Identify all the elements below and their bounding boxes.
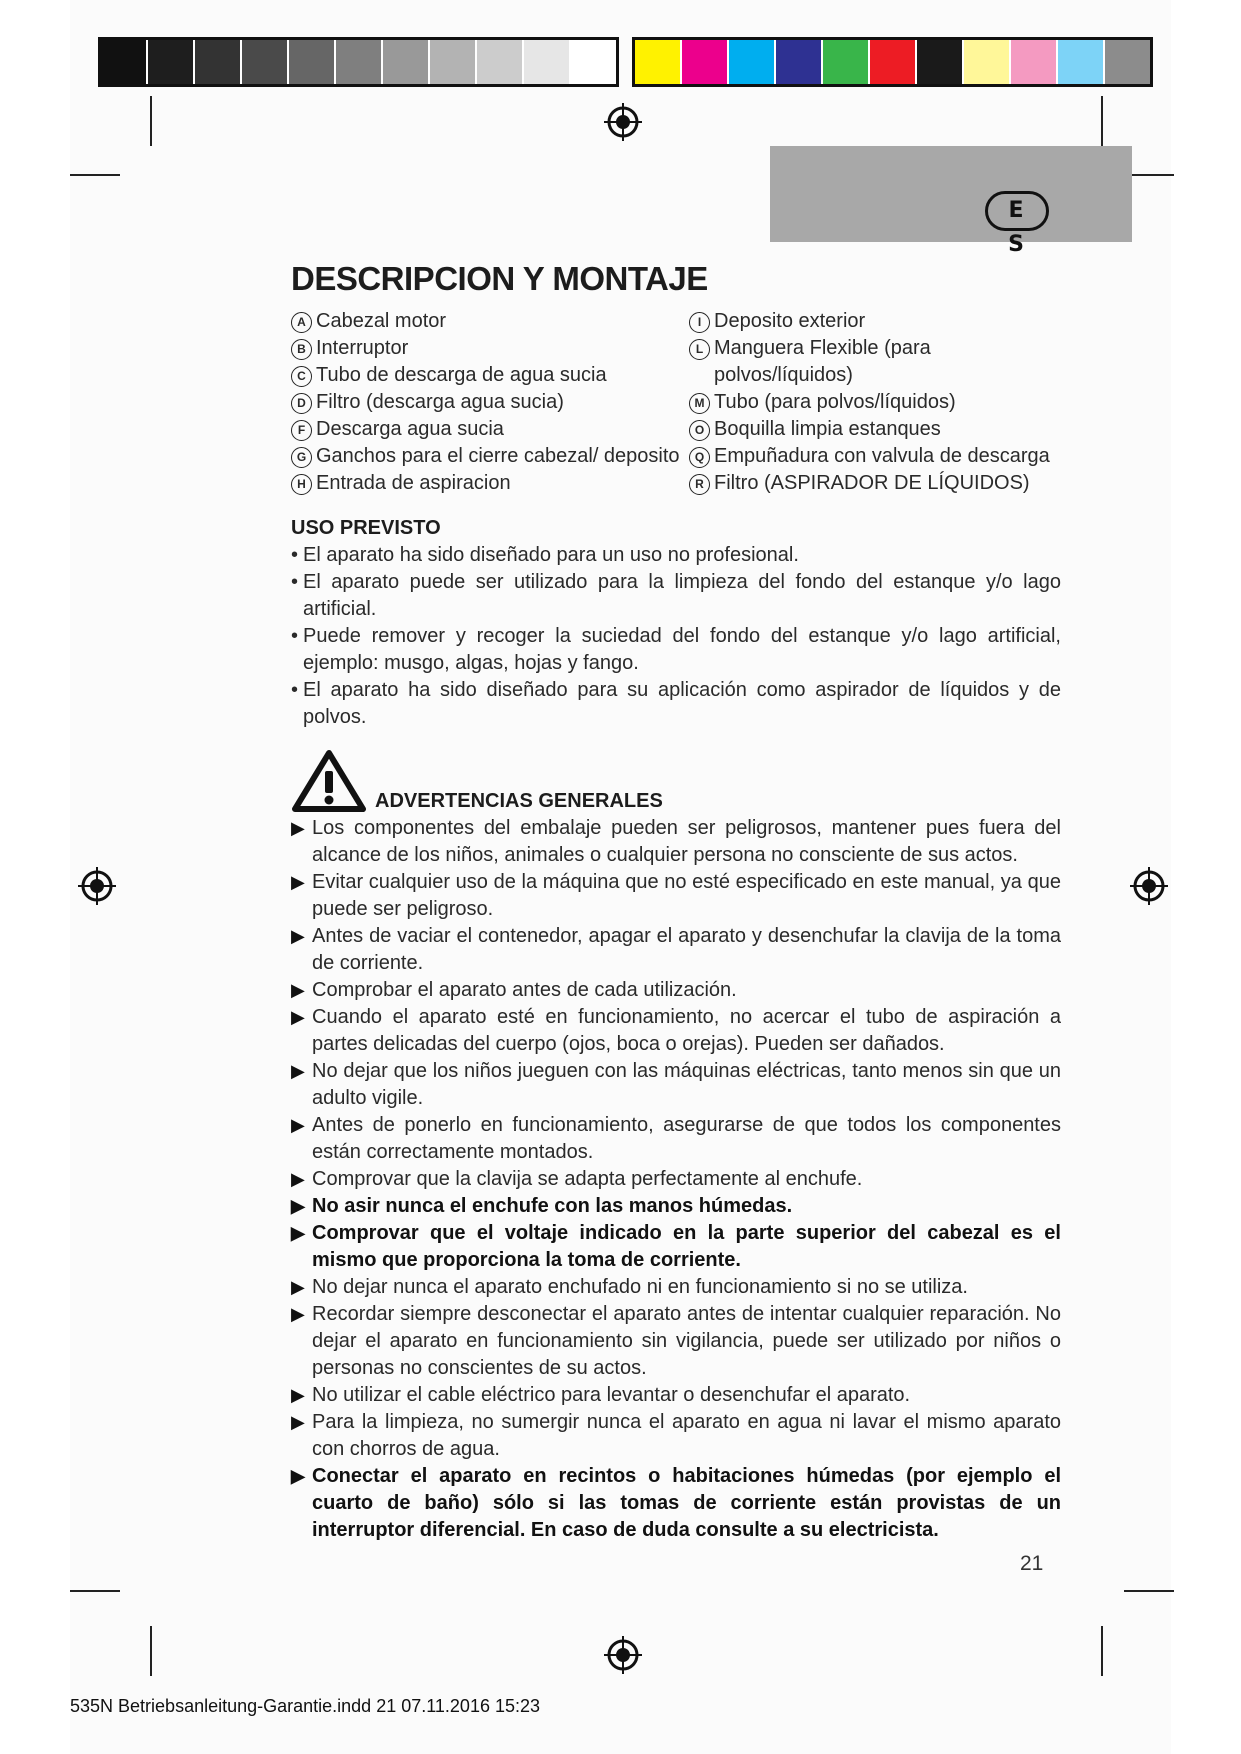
- part-item: [291, 308, 689, 335]
- crop-mark: [1124, 1590, 1174, 1592]
- part-item: [291, 443, 689, 470]
- warning-item-text: No utilizar el cable eléctrico para levantar o desenchufar el aparato.: [312, 1384, 911, 1406]
- part-letter-badge: B: [291, 339, 312, 360]
- warnings-header: [291, 749, 1061, 813]
- registration-mark-icon: [77, 866, 117, 906]
- part-letter-badge: I: [689, 312, 710, 333]
- uso-list: [291, 542, 1061, 731]
- uso-item-text: El aparato ha sido diseñado para un uso no profesional.: [303, 544, 799, 566]
- arrow-bullet-icon: ▶: [291, 926, 305, 946]
- color-swatch: [917, 40, 964, 84]
- part-label: Entrada de aspiracion: [316, 472, 511, 494]
- uso-item-text: Puede remover y recoger la suciedad del fondo del estanque y/o lago artificial, ejemplo: musgo, algas, hojas y fango.: [303, 625, 1061, 674]
- parts-list: [291, 308, 1061, 497]
- uso-heading: USO PREVISTO: [291, 517, 441, 539]
- part-letter-badge: F: [291, 420, 312, 441]
- warning-item-text: Cuando el aparato esté en funcionamiento, no acercar el tubo de aspiración a partes delicadas del cuerpo (ojos, boca o orejas). Pueden ser dañados.: [312, 1006, 1061, 1055]
- warnings-list: [291, 815, 1061, 1544]
- warning-item: [291, 1274, 1061, 1301]
- uso-item: [291, 569, 1061, 623]
- warning-item: [291, 1301, 1061, 1382]
- warning-triangle-icon: [291, 749, 367, 813]
- uso-item: [291, 542, 1061, 569]
- gray-swatch: [242, 40, 289, 84]
- warning-item-text: Evitar cualquier uso de la máquina que no esté especificado en este manual, ya que puede ser peligroso.: [312, 871, 1061, 920]
- part-letter-badge: C: [291, 366, 312, 387]
- crop-mark: [70, 1590, 120, 1592]
- arrow-bullet-icon: ▶: [291, 1169, 305, 1189]
- gray-swatch: [430, 40, 477, 84]
- color-swatch: [964, 40, 1011, 84]
- gray-swatch: [195, 40, 242, 84]
- grayscale-calibration-bar: [98, 37, 619, 87]
- warning-item: [291, 1193, 1061, 1220]
- part-item: [291, 416, 689, 443]
- parts-column-left: [291, 308, 689, 497]
- part-letter-badge: Q: [689, 447, 710, 468]
- color-swatch: [1105, 40, 1150, 84]
- registration-mark-icon: [1129, 866, 1169, 906]
- part-letter-badge: M: [689, 393, 710, 414]
- part-label: Filtro (ASPIRADOR DE LÍQUIDOS): [714, 472, 1030, 494]
- uso-item-text: El aparato puede ser utilizado para la limpieza del fondo del estanque y/o lago artificial.: [303, 571, 1061, 620]
- arrow-bullet-icon: ▶: [291, 1277, 305, 1297]
- crop-mark: [1101, 1626, 1103, 1676]
- part-item: [291, 362, 689, 389]
- warning-item-text: Antes de ponerlo en funcionamiento, asegurarse de que todos los componentes están correctamente montados.: [312, 1114, 1061, 1163]
- part-item: [689, 308, 1061, 335]
- part-letter-badge: D: [291, 393, 312, 414]
- warning-item-text: No dejar nunca el aparato enchufado ni en funcionamiento si no se utiliza.: [312, 1276, 968, 1298]
- part-label: Ganchos para el cierre cabezal/ deposito: [316, 445, 680, 467]
- page-number: 21: [1020, 1552, 1044, 1575]
- print-file-slug: 535N Betriebsanleitung-Garantie.indd 21 07.11.2016 15:23: [70, 1696, 541, 1716]
- part-letter-badge: A: [291, 312, 312, 333]
- warning-item: [291, 1409, 1061, 1463]
- part-letter-badge: H: [291, 474, 312, 495]
- color-swatch: [823, 40, 870, 84]
- arrow-bullet-icon: ▶: [291, 1223, 305, 1243]
- warning-item-text: Conectar el aparato en recintos o habitaciones húmedas (por ejemplo el cuarto de baño) sólo si las tomas de corriente están provistas de un interruptor diferencial. En caso de duda consulte a su electricista.: [312, 1465, 1061, 1541]
- gray-swatch: [101, 40, 148, 84]
- page-title: DESCRIPCION Y MONTAJE: [291, 260, 708, 297]
- arrow-bullet-icon: ▶: [291, 1196, 305, 1216]
- warning-item-text: Comprovar que la clavija se adapta perfectamente al enchufe.: [312, 1168, 863, 1190]
- part-letter-badge: R: [689, 474, 710, 495]
- part-item: [689, 389, 1061, 416]
- part-label: Cabezal motor: [316, 310, 447, 332]
- part-label: Deposito exterior: [714, 310, 866, 332]
- part-label: Filtro (descarga agua sucia): [316, 391, 564, 413]
- warning-item: [291, 1220, 1061, 1274]
- color-swatch: [776, 40, 823, 84]
- warning-item-text: Recordar siempre desconectar el aparato antes de intentar cualquier reparación. No dejar el aparato en funcionamiento sin vigilancia, puede ser utilizado por niños o personas no conscientes de su actos.: [312, 1303, 1061, 1379]
- color-swatch: [682, 40, 729, 84]
- gray-swatch: [524, 40, 571, 84]
- bullet-icon: •: [291, 625, 299, 647]
- arrow-bullet-icon: ▶: [291, 1304, 305, 1324]
- warning-item: [291, 1058, 1061, 1112]
- parts-column-right: [689, 308, 1061, 497]
- warning-item-text: Antes de vaciar el contenedor, apagar el aparato y desenchufar la clavija de la toma de corriente.: [312, 925, 1061, 974]
- warning-item-text: Los componentes del embalaje pueden ser peligrosos, mantener pues fuera del alcance de los niños, animales o cualquier persona no consciente de sus actos.: [312, 817, 1061, 866]
- part-label: Empuñadura con valvula de descarga: [714, 445, 1050, 467]
- arrow-bullet-icon: ▶: [291, 1412, 305, 1432]
- arrow-bullet-icon: ▶: [291, 818, 305, 838]
- warning-item-text: No asir nunca el enchufe con las manos húmedas.: [312, 1195, 793, 1217]
- warning-item: [291, 1112, 1061, 1166]
- warning-item: [291, 977, 1061, 1004]
- warning-item-text: No dejar que los niños jueguen con las máquinas eléctricas, tanto menos sin que un adulto vigile.: [312, 1060, 1061, 1109]
- gray-swatch: [383, 40, 430, 84]
- part-item: [291, 389, 689, 416]
- part-item: [689, 470, 1061, 497]
- bullet-icon: •: [291, 544, 299, 566]
- color-calibration-bar: [632, 37, 1153, 87]
- gray-swatch: [571, 40, 616, 84]
- gray-swatch: [289, 40, 336, 84]
- part-label: Tubo de descarga de agua sucia: [316, 364, 607, 386]
- crop-mark: [150, 1626, 152, 1676]
- bullet-icon: •: [291, 571, 299, 593]
- warning-item-text: Para la limpieza, no sumergir nunca el aparato en agua ni lavar el mismo aparato con chorros de agua.: [312, 1411, 1061, 1460]
- arrow-bullet-icon: ▶: [291, 1007, 305, 1027]
- part-label: Interruptor: [316, 337, 409, 359]
- warning-item: [291, 1004, 1061, 1058]
- part-item: [689, 416, 1061, 443]
- warning-item: [291, 1463, 1061, 1544]
- warning-item: [291, 869, 1061, 923]
- gray-swatch: [148, 40, 195, 84]
- part-item: [689, 443, 1061, 470]
- uso-item: [291, 623, 1061, 677]
- warning-item: [291, 923, 1061, 977]
- part-item: [689, 335, 1061, 389]
- warning-item-text: Comprovar que el voltaje indicado en la parte superior del cabezal es el mismo que proporciona la toma de corriente.: [312, 1222, 1061, 1271]
- language-tab: [770, 146, 1132, 242]
- color-swatch: [870, 40, 917, 84]
- part-item: [291, 335, 689, 362]
- arrow-bullet-icon: ▶: [291, 872, 305, 892]
- crop-mark: [150, 96, 152, 146]
- arrow-bullet-icon: ▶: [291, 1385, 305, 1405]
- crop-mark: [70, 174, 120, 176]
- registration-mark-icon: [603, 1635, 643, 1675]
- part-item: [291, 470, 689, 497]
- registration-mark-icon: [603, 102, 643, 142]
- gray-swatch: [477, 40, 524, 84]
- warnings-heading: ADVERTENCIAS GENERALES: [375, 790, 663, 812]
- gray-swatch: [336, 40, 383, 84]
- main-content: [291, 260, 1061, 1544]
- uso-item: [291, 677, 1061, 731]
- color-swatch: [635, 40, 682, 84]
- arrow-bullet-icon: ▶: [291, 980, 305, 1000]
- uso-item-text: El aparato ha sido diseñado para su aplicación como aspirador de líquidos y de polvos.: [303, 679, 1061, 728]
- color-swatch: [1058, 40, 1105, 84]
- bullet-icon: •: [291, 679, 299, 701]
- part-label: Boquilla limpia estanques: [714, 418, 941, 440]
- color-swatch: [1011, 40, 1058, 84]
- crop-mark: [1101, 96, 1103, 146]
- warning-item-text: Comprobar el aparato antes de cada utilización.: [312, 979, 737, 1001]
- arrow-bullet-icon: ▶: [291, 1115, 305, 1135]
- part-letter-badge: O: [689, 420, 710, 441]
- arrow-bullet-icon: ▶: [291, 1466, 305, 1486]
- language-badge: E S: [985, 191, 1049, 231]
- warning-item: [291, 1382, 1061, 1409]
- part-label: Tubo (para polvos/líquidos): [714, 391, 956, 413]
- warning-item: [291, 815, 1061, 869]
- warning-item: [291, 1166, 1061, 1193]
- part-label: Descarga agua sucia: [316, 418, 504, 440]
- part-letter-badge: L: [689, 339, 710, 360]
- part-letter-badge: G: [291, 447, 312, 468]
- color-swatch: [729, 40, 776, 84]
- part-label: Manguera Flexible (para polvos/líquidos): [714, 337, 931, 386]
- arrow-bullet-icon: ▶: [291, 1061, 305, 1081]
